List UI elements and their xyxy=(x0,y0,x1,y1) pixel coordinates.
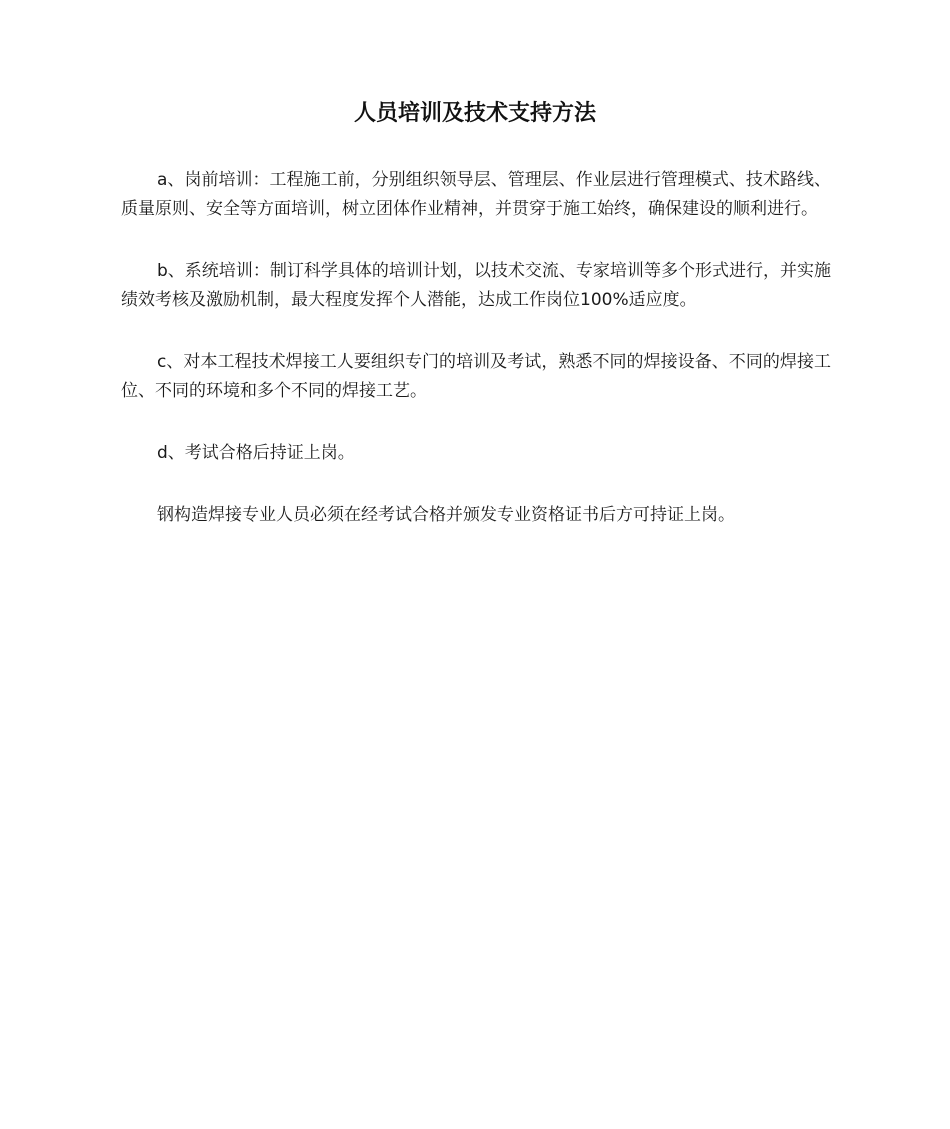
paragraph-steel-welding-requirement: 钢构造焊接专业人员必须在经考试合格并颁发专业资格证书后方可持证上岗。 xyxy=(157,505,735,525)
document-title: 人员培训及技术支持方法 xyxy=(353,101,596,126)
paragraph-system-training: b、系统培训：制订科学具体的培训计划，以技术交流、专家培训等多个形式进行，并实施绩效考核及激励机制，最大程度发挥个人潜能，达成工作岗位100%适应度。 xyxy=(121,261,831,310)
paragraph-certification: d、考试合格后持证上岗。 xyxy=(157,443,355,463)
paragraph-pre-job-training: a、岗前培训：工程施工前，分别组织领导层、管理层、作业层进行管理模式、技术路线、质量原则、安全等方面培训，树立团体作业精神，并贯穿于施工始终，确保建设的顺利进行。 xyxy=(121,170,831,219)
paragraph-welder-training: c、对本工程技术焊接工人要组织专门的培训及考试，熟悉不同的焊接设备、不同的焊接工位、不同的环境和多个不同的焊接工艺。 xyxy=(121,352,831,401)
document-body xyxy=(121,166,831,563)
